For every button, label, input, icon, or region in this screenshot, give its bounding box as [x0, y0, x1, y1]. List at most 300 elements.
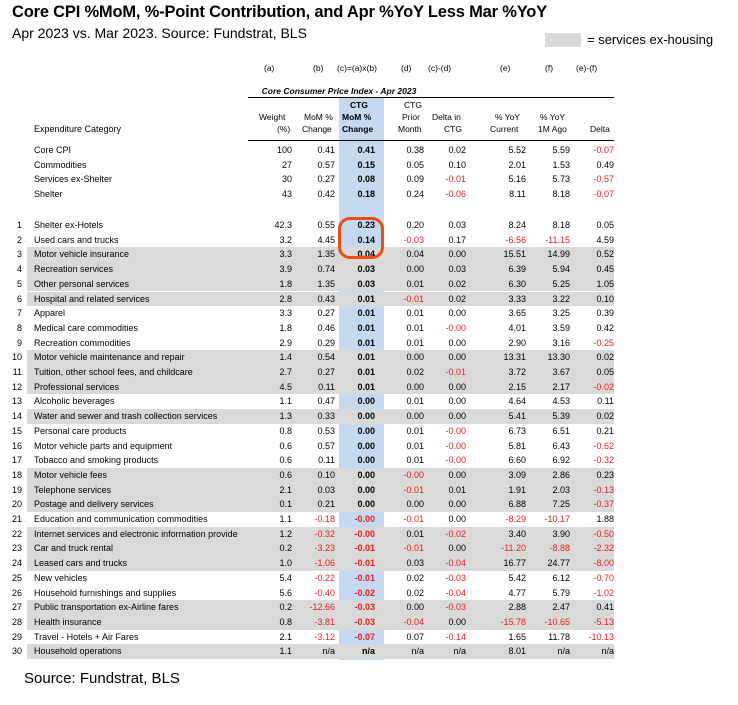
- row-number: 29: [11, 631, 22, 642]
- cell-weight: 42.3: [274, 220, 292, 230]
- cell-weight: 3.3: [279, 249, 292, 260]
- cell-yoy1m: 2.86: [552, 469, 570, 480]
- cell-yoy: 6.60: [508, 455, 526, 466]
- cell-yoy: 4.01: [508, 322, 526, 333]
- cell-prior: 0.01: [406, 396, 424, 407]
- cell-dctg: -0.03: [445, 602, 466, 613]
- cell-prior: 0.05: [406, 159, 424, 170]
- cell-prior: 0.24: [406, 189, 424, 200]
- cell-delta: -0.70: [593, 572, 614, 583]
- table-row: [16, 218, 614, 233]
- cell-delta: 0.52: [596, 249, 614, 260]
- legend-label: = services ex-housing: [587, 32, 714, 47]
- cell-yoy: 3.72: [508, 367, 526, 377]
- cell-yoy1m: 2.03: [552, 484, 570, 495]
- cell-weight: 5.4: [279, 572, 292, 583]
- hdr-ctg-2: MoM %: [342, 112, 372, 122]
- cell-yoy: 2.88: [508, 602, 526, 613]
- cell-mom: 0.10: [317, 469, 335, 480]
- header-bottom-rule: [248, 140, 614, 141]
- cell-delta: -0.07: [593, 145, 614, 155]
- table-row: [11, 483, 614, 498]
- cell-dctg: -0.06: [445, 189, 466, 200]
- cell-prior: 0.20: [406, 220, 424, 230]
- cell-weight: 3.2: [279, 234, 292, 245]
- hdr-yoy-1: % YoY: [495, 112, 521, 122]
- cell-mom: 0.03: [317, 484, 335, 495]
- table-row: [16, 321, 614, 336]
- cell-ctg: 0.00: [357, 469, 375, 480]
- cell-yoy: -8.29: [505, 514, 526, 524]
- cell-prior: -0.01: [403, 484, 424, 495]
- table-title: Core Consumer Price Index - Apr 2023: [261, 86, 417, 96]
- row-category: Internet services and electronic information provide: [34, 528, 238, 539]
- row-number: 20: [11, 499, 22, 510]
- cell-dctg: 0.02: [448, 293, 466, 304]
- cell-mom: 0.27: [317, 174, 335, 185]
- cell-yoy: 5.81: [508, 440, 526, 451]
- table-row: [11, 409, 614, 424]
- cell-weight: 1.3: [279, 411, 292, 422]
- row-category: Household operations: [34, 646, 122, 657]
- cell-ctg: 0.01: [357, 367, 375, 377]
- row-category: Shelter ex-Hotels: [34, 220, 104, 230]
- cell-weight: 30: [281, 174, 292, 185]
- cell-yoy: 3.09: [508, 469, 526, 480]
- cell-weight: 2.8: [279, 293, 292, 304]
- row-category: Professional services: [34, 381, 120, 392]
- cell-yoy1m: 5.25: [552, 278, 570, 289]
- cell-delta: 0.45: [596, 264, 614, 275]
- cell-dctg: -0.00: [445, 440, 466, 451]
- hdr-mom-1: MoM %: [304, 112, 333, 122]
- row-category: Telephone services: [34, 484, 112, 495]
- row-category: Household furnishings and supplies: [34, 587, 177, 598]
- hdr-yoy1m-1: % YoY: [540, 112, 566, 122]
- cell-mom: -0.18: [314, 514, 335, 524]
- col-letter-e: (e): [500, 63, 511, 73]
- cell-weight: 0.6: [279, 455, 292, 466]
- row-category: Recreation commodities: [34, 337, 131, 348]
- cell-yoy1m: 5.79: [552, 587, 570, 598]
- cell-dctg: -0.01: [445, 174, 466, 185]
- cell-dctg: 0.00: [448, 249, 466, 260]
- cell-dctg: 0.03: [448, 264, 466, 275]
- cell-weight: 1.1: [279, 514, 292, 524]
- cell-prior: -0.01: [403, 293, 424, 304]
- cell-weight: 1.0: [279, 558, 292, 569]
- cell-prior: 0.01: [406, 308, 424, 319]
- cell-mom: 0.53: [317, 425, 335, 436]
- cell-delta: -0.13: [593, 484, 614, 495]
- cell-yoy: 8.11: [509, 189, 526, 200]
- cell-mom: 0.11: [318, 381, 335, 392]
- row-number: 21: [11, 514, 22, 524]
- cell-ctg: 0.04: [357, 249, 375, 260]
- cell-mom: 0.41: [317, 145, 335, 155]
- row-category: Public transportation ex-Airline fares: [34, 602, 179, 613]
- hdr-prior-1: CTG: [404, 100, 422, 110]
- row-number: 22: [11, 528, 22, 539]
- row-category: Leased cars and trucks: [34, 558, 128, 569]
- cell-yoy1m: 3.25: [552, 308, 570, 319]
- cell-prior: 0.01: [406, 278, 424, 289]
- cell-delta: 0.39: [596, 308, 614, 319]
- table-row: [11, 512, 614, 527]
- row-category: Personal care products: [34, 425, 127, 436]
- cell-ctg: 0.01: [357, 352, 375, 363]
- cell-yoy: -6.56: [505, 234, 526, 245]
- cell-yoy1m: 2.47: [552, 602, 570, 613]
- table-row: [11, 586, 614, 601]
- cell-dctg: 0.00: [448, 337, 466, 348]
- row-number: 7: [16, 308, 22, 319]
- cell-weight: 0.6: [279, 440, 292, 451]
- table-row: [16, 292, 614, 307]
- cell-delta: -10.13: [588, 631, 614, 642]
- cell-mom: -0.32: [314, 528, 335, 539]
- table-row: [27, 158, 614, 173]
- row-category: Tobacco and smoking products: [34, 455, 159, 466]
- row-category: Water and sewer and trash collection services: [34, 411, 218, 422]
- cell-dctg: n/a: [453, 646, 466, 657]
- table-row: [27, 172, 614, 187]
- cell-ctg: 0.01: [357, 337, 375, 348]
- col-letter-c: (c)=(a)x(b): [337, 63, 377, 73]
- cell-ctg: -0.07: [354, 631, 375, 642]
- row-number: 4: [16, 264, 22, 275]
- hdr-prior-3: Month: [398, 124, 422, 134]
- row-number: 23: [11, 543, 22, 554]
- row-number: 13: [11, 396, 22, 407]
- cell-delta: -5.13: [593, 616, 614, 627]
- cell-mom: 0.74: [317, 264, 335, 275]
- cell-prior: 0.02: [406, 587, 424, 598]
- cell-dctg: -0.01: [445, 367, 466, 377]
- row-number: 12: [11, 381, 22, 392]
- cell-ctg: 0.14: [357, 234, 375, 245]
- cell-yoy: 1.65: [508, 631, 526, 642]
- cell-prior: 0.01: [406, 440, 424, 451]
- cell-ctg: 0.00: [357, 411, 375, 422]
- cell-prior: 0.01: [406, 322, 424, 333]
- cell-delta: -0.57: [593, 174, 614, 185]
- cell-prior: 0.01: [406, 425, 424, 436]
- cell-mom: 0.11: [318, 455, 335, 466]
- cell-weight: 43: [281, 189, 292, 200]
- cell-dctg: -0.02: [445, 528, 466, 539]
- page-title: Core CPI %MoM, %-Point Contribution, and Apr %YoY Less Mar %YoY: [12, 3, 547, 21]
- cell-prior: 0.00: [406, 411, 424, 422]
- cell-mom: 0.57: [317, 159, 335, 170]
- row-number: 10: [11, 352, 22, 363]
- cell-yoy: 4.64: [508, 396, 526, 407]
- cell-delta: -0.62: [593, 440, 614, 451]
- cell-yoy1m: 8.18: [552, 189, 570, 200]
- cell-mom: 0.33: [317, 411, 335, 422]
- cell-yoy1m: 3.22: [552, 293, 570, 304]
- cell-ctg: -0.00: [354, 528, 375, 539]
- cell-delta: -2.32: [593, 543, 614, 554]
- cell-delta: 0.05: [596, 220, 614, 230]
- row-number: 3: [16, 249, 22, 260]
- row-category: New vehicles: [34, 572, 88, 583]
- cell-prior: 0.02: [406, 367, 424, 377]
- cell-yoy1m: -11.15: [545, 234, 570, 245]
- hdr-yoy1m-2: 1M Ago: [538, 124, 567, 134]
- cell-yoy: 2.90: [508, 337, 526, 348]
- cell-delta: 0.49: [596, 159, 614, 170]
- table-row: [11, 380, 614, 395]
- cell-yoy1m: 5.94: [552, 264, 570, 275]
- row-category: Recreation services: [34, 264, 114, 275]
- row-category: Motor vehicle insurance: [34, 249, 130, 260]
- cell-mom: 0.42: [317, 189, 335, 200]
- cell-delta: -0.25: [593, 337, 614, 348]
- hdr-ctg-1: CTG: [350, 100, 368, 110]
- cell-yoy: 5.52: [508, 145, 526, 155]
- row-number: 9: [16, 337, 22, 348]
- row-category: Used cars and trucks: [34, 234, 119, 245]
- cell-mom: 1.35: [317, 278, 335, 289]
- cell-delta: -1.02: [593, 587, 614, 598]
- cell-yoy1m: 5.39: [552, 411, 570, 422]
- cell-delta: -0.02: [593, 381, 614, 392]
- cell-dctg: 0.02: [448, 145, 466, 155]
- cell-mom: -1.06: [314, 558, 335, 569]
- cell-yoy1m: 11.78: [548, 631, 570, 642]
- cell-ctg: 0.00: [357, 440, 375, 451]
- cell-yoy1m: -8.88: [549, 543, 570, 554]
- row-number: 6: [16, 293, 22, 304]
- cell-yoy: 5.41: [508, 411, 526, 422]
- cell-ctg: 0.18: [357, 189, 375, 200]
- table-row: [27, 187, 614, 202]
- cell-prior: 0.01: [406, 337, 424, 348]
- cell-mom: 0.47: [317, 396, 335, 407]
- cell-prior: 0.09: [406, 174, 424, 185]
- cell-dctg: 0.00: [448, 469, 466, 480]
- cell-ctg: 0.00: [357, 499, 375, 510]
- cell-weight: 3.3: [279, 308, 292, 319]
- cell-mom: 0.27: [317, 367, 335, 377]
- cell-yoy: 3.40: [508, 528, 526, 539]
- cell-weight: 1.1: [279, 646, 292, 657]
- cell-weight: 2.9: [279, 337, 292, 348]
- row-number: 14: [11, 411, 22, 422]
- cell-mom: 0.57: [317, 440, 335, 451]
- cell-yoy1m: 6.92: [552, 455, 570, 466]
- cell-ctg: 0.01: [357, 381, 375, 392]
- table-row: [11, 630, 614, 645]
- row-number: 18: [11, 469, 22, 480]
- cell-delta: 1.88: [596, 514, 614, 524]
- cell-yoy1m: -10.65: [544, 616, 570, 627]
- cell-dctg: 0.00: [448, 499, 466, 510]
- cell-yoy1m: 6.12: [552, 572, 570, 583]
- hdr-delta: Delta: [590, 124, 610, 134]
- cell-ctg: 0.00: [357, 484, 375, 495]
- hdr-dctg-1: Delta in: [432, 112, 461, 122]
- cell-delta: n/a: [601, 646, 614, 657]
- cell-ctg: 0.41: [357, 145, 375, 155]
- row-number: 8: [16, 322, 22, 333]
- cell-prior: -0.04: [403, 616, 424, 627]
- table-row: [16, 306, 614, 321]
- row-number: 19: [11, 484, 22, 495]
- cell-delta: 0.23: [596, 469, 614, 480]
- cell-dctg: -0.00: [445, 322, 466, 333]
- cell-dctg: 0.00: [448, 352, 466, 363]
- row-number: 16: [11, 440, 22, 451]
- cell-prior: -0.01: [403, 543, 424, 554]
- cell-weight: 2.7: [279, 367, 292, 377]
- cell-yoy1m: 3.90: [552, 528, 570, 539]
- cell-prior: 0.38: [406, 145, 424, 155]
- cell-dctg: 0.17: [448, 234, 466, 245]
- cell-weight: 0.1: [279, 499, 292, 510]
- cell-ctg: 0.01: [357, 322, 375, 333]
- table-row: [11, 571, 614, 586]
- cell-yoy1m: 24.77: [547, 558, 570, 569]
- row-category: Tuition, other school fees, and childcare: [34, 367, 193, 377]
- table-row: [11, 497, 614, 512]
- table-row: [11, 453, 614, 468]
- cell-yoy: 3.65: [508, 308, 526, 319]
- cell-yoy: 15.51: [503, 249, 526, 260]
- cell-prior: -0.01: [403, 514, 424, 524]
- row-category: Services ex-Shelter: [34, 174, 113, 185]
- cell-yoy1m: 6.51: [552, 425, 570, 436]
- table-row: [11, 615, 614, 630]
- cell-yoy: 5.16: [508, 174, 526, 185]
- table-row: [11, 394, 614, 409]
- cell-prior: -0.03: [403, 234, 424, 245]
- table-row: [12, 365, 614, 380]
- cell-weight: 1.8: [279, 322, 292, 333]
- cell-mom: n/a: [322, 646, 335, 657]
- row-number: 24: [11, 558, 22, 569]
- table-row: [16, 247, 614, 262]
- cell-prior: 0.01: [406, 528, 424, 539]
- cell-dctg: 0.10: [448, 159, 466, 170]
- hdr-ctg-3: Change: [342, 124, 374, 134]
- cell-delta: 0.42: [596, 322, 614, 333]
- cell-weight: 27: [281, 159, 292, 170]
- col-letter-cd: (c)-(d): [428, 63, 452, 73]
- row-category: Alcoholic beverages: [34, 396, 115, 407]
- cell-prior: 0.00: [406, 499, 424, 510]
- cell-delta: -0.32: [593, 455, 614, 466]
- col-letter-b: (b): [313, 63, 324, 73]
- cell-mom: 0.54: [317, 352, 335, 363]
- hdr-mom-2: Change: [302, 124, 332, 134]
- cell-prior: n/a: [411, 646, 424, 657]
- row-category: Medical care commodities: [34, 322, 139, 333]
- cell-prior: 0.01: [406, 455, 424, 466]
- cell-mom: 0.27: [317, 308, 335, 319]
- cell-dctg: 0.00: [448, 616, 466, 627]
- table-row: [11, 644, 614, 659]
- cell-prior: 0.00: [406, 264, 424, 275]
- row-category: Hospital and related services: [34, 293, 150, 304]
- row-number: 5: [16, 278, 22, 289]
- cell-weight: 1.8: [279, 278, 292, 289]
- row-number: 25: [11, 572, 22, 583]
- cell-delta: 0.02: [596, 411, 614, 422]
- cell-ctg: 0.23: [357, 220, 375, 230]
- cell-ctg: -0.03: [354, 616, 375, 627]
- cell-delta: 0.02: [596, 352, 614, 363]
- cell-ctg: -0.01: [354, 572, 375, 583]
- hdr-category: Expenditure Category: [34, 124, 122, 134]
- cell-prior: 0.04: [406, 249, 424, 260]
- cell-dctg: 0.00: [448, 514, 466, 524]
- row-category: Motor vehicle parts and equipment: [34, 440, 173, 451]
- row-number: 26: [11, 587, 22, 598]
- cell-weight: 100: [276, 145, 292, 155]
- table-row: [11, 527, 614, 542]
- table-row: [16, 233, 614, 248]
- cell-dctg: -0.14: [445, 631, 466, 642]
- hdr-dctg-2: CTG: [444, 124, 462, 134]
- cell-ctg: 0.01: [357, 293, 375, 304]
- cell-ctg: 0.00: [357, 396, 375, 407]
- row-number: 11: [12, 367, 22, 377]
- row-number: 30: [11, 646, 22, 657]
- cell-weight: 2.1: [279, 484, 292, 495]
- cell-yoy1m: 6.43: [552, 440, 570, 451]
- row-category: Core CPI: [34, 145, 72, 155]
- highlight-circle: [338, 217, 384, 259]
- cell-yoy: 5.42: [508, 572, 526, 583]
- cell-yoy: 6.73: [508, 425, 526, 436]
- row-number: 15: [11, 425, 22, 436]
- table-row: [27, 143, 614, 158]
- table-row: [16, 336, 614, 351]
- cell-weight: 0.8: [279, 425, 292, 436]
- cell-delta: 0.21: [596, 425, 614, 436]
- hdr-weight-1: Weight: [259, 112, 286, 122]
- cell-yoy1m: n/a: [557, 646, 570, 657]
- cell-ctg: 0.00: [357, 425, 375, 436]
- hdr-yoy-2: Current: [490, 124, 519, 134]
- table-row: [11, 556, 614, 571]
- cell-delta: 0.41: [596, 602, 614, 613]
- cell-yoy: 6.88: [508, 499, 526, 510]
- table-row: [11, 439, 614, 454]
- cell-dctg: 0.03: [448, 220, 466, 230]
- cell-yoy: 6.30: [508, 278, 526, 289]
- cell-ctg: 0.01: [357, 308, 375, 319]
- row-category: Health insurance: [34, 616, 102, 627]
- cell-delta: 0.05: [596, 367, 614, 377]
- cell-weight: 0.6: [279, 469, 292, 480]
- cell-dctg: 0.00: [448, 308, 466, 319]
- cell-yoy: 8.24: [508, 220, 526, 230]
- row-category: Motor vehicle fees: [34, 469, 108, 480]
- cell-prior: 0.03: [406, 558, 424, 569]
- cell-mom: 0.43: [317, 293, 335, 304]
- cell-delta: -8.00: [593, 558, 614, 569]
- cell-yoy: 2.15: [508, 381, 526, 392]
- cell-mom: -0.22: [314, 572, 335, 583]
- header-top-rule: [248, 97, 614, 98]
- cell-delta: -0.50: [593, 528, 614, 539]
- cell-delta: -0.37: [593, 499, 614, 510]
- row-category: Car and truck rental: [34, 543, 114, 554]
- table-row: [16, 262, 614, 277]
